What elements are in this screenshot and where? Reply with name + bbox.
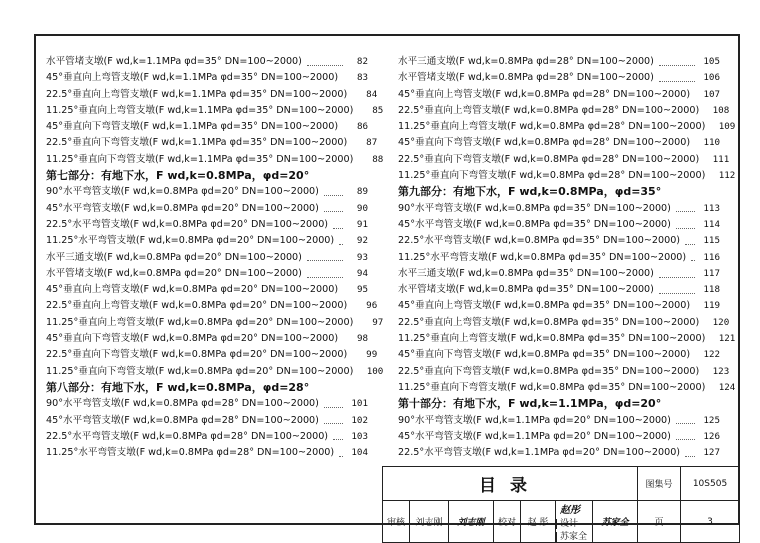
toc-entry [398, 298, 720, 314]
toc-entry-title: 11.25°水平弯管支墩(F wd,k=0.8MPa φd=28° DN=100~2000) [46, 447, 335, 459]
toc-entry-page: 104 [351, 447, 368, 459]
toc-entry-title: 水平管堵支墩(F wd,k=0.8MPa φd=28° DN=100~2000) [398, 72, 654, 84]
toc-entry-page: 123 [712, 365, 730, 377]
toc-entry-title: 45°水平弯管支墩(F wd,k=0.8MPa φd=28° DN=100~2000) [46, 414, 319, 426]
toc-entry [46, 429, 368, 445]
dot-leader [339, 456, 343, 457]
toc-entry-page: 95 [357, 284, 369, 296]
dot-leader [676, 211, 695, 212]
toc-entry [46, 152, 384, 168]
toc-section-heading [398, 396, 720, 412]
dot-leader [685, 456, 695, 457]
toc-entry-title: 90°水平弯管支墩(F wd,k=0.8MPa φd=28° DN=100~2000) [46, 398, 319, 410]
toc-entry-title: 22.5°水平弯管支墩(F wd,k=0.8MPa φd=35° DN=100~2000) [398, 235, 681, 247]
toc-entry [398, 152, 730, 168]
toc-entry-title: 11.25°垂直向上弯管支墩(F wd,k=1.1MPa φd=35° DN=100~2000) [46, 104, 354, 116]
toc-entry [398, 168, 736, 184]
dot-leader [659, 293, 695, 294]
title-block [382, 466, 740, 542]
toc-entry-page: 121 [718, 333, 736, 345]
toc-entry [398, 87, 720, 103]
toc-entry-page: 115 [703, 235, 720, 247]
toc-entry [398, 135, 720, 151]
toc-entry-page: 111 [712, 153, 730, 165]
document-title: 目录 [383, 467, 638, 501]
toc-entry-title: 45°水平弯管支墩(F wd,k=0.8MPa φd=35° DN=100~2000) [398, 218, 671, 230]
toc-entry-title: 水平管堵支墩(F wd,k=0.8MPa φd=35° DN=100~2000) [398, 284, 654, 296]
toc-entry [398, 233, 720, 249]
toc-entry-page: 117 [703, 267, 720, 279]
design-label: 设计 [556, 519, 581, 529]
dot-leader [324, 407, 343, 408]
toc-entry-page: 87 [366, 137, 378, 149]
toc-entry-title: 11.25°垂直向上弯管支墩(F wd,k=0.8MPa φd=35° DN=100~2000) [398, 333, 706, 345]
atlas-number: 10S505 [681, 467, 740, 501]
dot-leader [685, 244, 695, 245]
page-label: 页 [638, 501, 681, 543]
toc-entry [46, 396, 368, 412]
toc-entry-title: 22.5°垂直向下弯管支墩(F wd,k=1.1MPa φd=35° DN=100~2000) [46, 137, 348, 149]
toc-entry [46, 54, 368, 70]
toc-entry-title: 45°垂直向下弯管支墩(F wd,k=0.8MPa φd=35° DN=100~2000) [398, 349, 691, 361]
toc-entry [46, 217, 368, 233]
toc-entry-page: 100 [366, 365, 384, 377]
toc-entry [46, 201, 368, 217]
dot-leader [676, 439, 695, 440]
toc-entry-title: 第七部分：有地下水，F wd,k=0.8MPa，φd=20° [46, 169, 310, 183]
toc-entry [46, 282, 368, 298]
toc-entry-title: 水平三通支墩(F wd,k=0.8MPa φd=28° DN=100~2000) [398, 56, 654, 67]
toc-entry-title: 90°水平弯管支墩(F wd,k=0.8MPa φd=35° DN=100~2000) [398, 202, 671, 214]
dot-leader [324, 211, 343, 212]
toc-entry [46, 298, 378, 314]
toc-entry-page: 127 [703, 447, 720, 459]
designer-signature: 苏家全 [593, 501, 638, 543]
toc-entry-title: 45°垂直向上弯管支墩(F wd,k=0.8MPa φd=20° DN=100~2000) [46, 284, 339, 296]
toc-entry-page: 102 [351, 414, 368, 426]
toc-entry [46, 184, 368, 200]
toc-entry-title: 45°水平弯管支墩(F wd,k=1.1MPa φd=20° DN=100~2000) [398, 430, 671, 442]
toc-entry [46, 266, 368, 282]
toc-entry-title: 11.25°垂直向下弯管支墩(F wd,k=1.1MPa φd=35° DN=100~2000) [46, 153, 354, 165]
toc-entry [398, 429, 720, 445]
toc-entry [398, 119, 736, 135]
toc-entry-page: 103 [351, 430, 368, 442]
toc-entry [46, 119, 368, 135]
toc-entry [46, 364, 384, 380]
toc-entry-title: 11.25°垂直向下弯管支墩(F wd,k=0.8MPa φd=28° DN=100~2000) [398, 170, 706, 182]
toc-entry [46, 233, 368, 249]
reviewer-name: 刘志刚 [410, 501, 449, 543]
reviewer-signature: 刘志刚 [449, 501, 494, 543]
toc-entry-page: 83 [357, 72, 369, 84]
dot-leader [307, 65, 343, 66]
toc-entry-page: 99 [366, 349, 378, 361]
toc-entry-title: 22.5°垂直向上弯管支墩(F wd,k=0.8MPa φd=35° DN=100~2000) [398, 316, 700, 328]
toc-entry-page: 126 [703, 430, 720, 442]
toc-entry-title: 22.5°水平弯管支墩(F wd,k=0.8MPa φd=20° DN=100~2000) [46, 218, 329, 230]
toc-entry-title: 水平管堵支墩(F wd,k=0.8MPa φd=20° DN=100~2000) [46, 267, 302, 279]
dot-leader [339, 244, 343, 245]
toc-entry-title: 45°水平弯管支墩(F wd,k=0.8MPa φd=20° DN=100~2000) [46, 202, 319, 214]
toc-entry [46, 103, 384, 119]
dot-leader [659, 81, 695, 82]
toc-entry-title: 11.25°垂直向下弯管支墩(F wd,k=0.8MPa φd=20° DN=100~2000) [46, 365, 354, 377]
toc-entry-page: 89 [356, 186, 368, 198]
toc-entry-page: 119 [703, 300, 721, 312]
toc-entry-title: 水平管堵支墩(F wd,k=1.1MPa φd=35° DN=100~2000) [46, 56, 302, 67]
toc-entry [398, 380, 736, 396]
toc-entry-title: 22.5°垂直向下弯管支墩(F wd,k=0.8MPa φd=20° DN=100~2000) [46, 349, 348, 361]
toc-entry [398, 217, 720, 233]
toc-entry [398, 282, 720, 298]
toc-entry-title: 90°水平弯管支墩(F wd,k=1.1MPa φd=20° DN=100~2000) [398, 414, 671, 426]
toc-entry-title: 第八部分：有地下水，F wd,k=0.8MPa，φd=28° [46, 380, 310, 394]
toc-entry [46, 250, 368, 266]
toc-entry-title: 45°垂直向上弯管支墩(F wd,k=0.8MPa φd=28° DN=100~2000) [398, 88, 691, 100]
toc-entry-page: 101 [351, 398, 368, 410]
toc-section-heading [398, 184, 720, 200]
toc-entry-page: 113 [703, 202, 720, 214]
toc-entry-page: 107 [703, 88, 721, 100]
toc-left-column [46, 54, 384, 461]
dot-leader [324, 423, 343, 424]
toc-entry [398, 364, 730, 380]
toc-entry [398, 331, 736, 347]
toc-entry-title: 11.25°垂直向上弯管支墩(F wd,k=0.8MPa φd=28° DN=100~2000) [398, 121, 706, 133]
page-number: 3 [681, 501, 740, 543]
designer-name: 苏家全 [556, 532, 590, 542]
toc-entry-title: 90°水平弯管支墩(F wd,k=0.8MPa φd=20° DN=100~2000) [46, 186, 319, 198]
toc-entry-page: 116 [703, 251, 720, 263]
toc-entry-title: 22.5°水平弯管支墩(F wd,k=1.1MPa φd=20° DN=100~2000) [398, 447, 681, 459]
toc-entry-page: 96 [366, 300, 378, 312]
toc-entry [398, 54, 720, 70]
toc-entry-title: 11.25°水平弯管支墩(F wd,k=0.8MPa φd=20° DN=100~2000) [46, 235, 335, 247]
dot-leader [333, 439, 343, 440]
dot-leader [307, 277, 343, 278]
toc-entry-title: 45°垂直向上弯管支墩(F wd,k=0.8MPa φd=35° DN=100~2000) [398, 300, 691, 312]
toc-entry-title: 22.5°垂直向下弯管支墩(F wd,k=0.8MPa φd=28° DN=100~2000) [398, 153, 700, 165]
toc-entry-title: 45°垂直向下弯管支墩(F wd,k=0.8MPa φd=20° DN=100~2000) [46, 333, 339, 345]
dot-leader [691, 260, 695, 261]
toc-right-column [398, 54, 736, 461]
toc-entry-page: 88 [372, 153, 384, 165]
toc-entry [398, 70, 720, 86]
atlas-number-label: 图集号 [638, 467, 681, 501]
toc-entry-page: 114 [703, 218, 720, 230]
toc-section-heading [46, 380, 368, 396]
toc-entry [46, 331, 368, 347]
toc-entry-page: 105 [703, 56, 720, 67]
toc-entry-title: 22.5°垂直向上弯管支墩(F wd,k=0.8MPa φd=28° DN=100~2000) [398, 104, 700, 116]
toc-entry [46, 70, 368, 86]
toc-section-heading [46, 168, 368, 184]
check-label: 校对 [494, 501, 521, 543]
toc-entry [398, 413, 720, 429]
toc-entry-page: 98 [357, 333, 369, 345]
toc-entry-title: 11.25°垂直向上弯管支墩(F wd,k=0.8MPa φd=20° DN=100~2000) [46, 316, 354, 328]
toc-entry [46, 445, 368, 461]
toc-entry-page: 122 [703, 349, 721, 361]
checker-name: 赵 彤 [521, 501, 556, 543]
toc-entry-page: 108 [712, 104, 730, 116]
toc-entry [46, 87, 378, 103]
toc-entry-page: 90 [356, 202, 368, 214]
toc-entry-page: 120 [712, 316, 730, 328]
toc-entry-page: 84 [366, 88, 378, 100]
dot-leader [333, 228, 343, 229]
review-label: 审核 [383, 501, 410, 543]
toc-entry [398, 315, 730, 331]
toc-entry [46, 347, 378, 363]
toc-entry-page: 93 [356, 251, 368, 263]
toc-entry-title: 第十部分：有地下水，F wd,k=1.1MPa，φd=20° [398, 397, 662, 411]
toc-entry [398, 347, 720, 363]
toc-entry-title: 45°垂直向下弯管支墩(F wd,k=1.1MPa φd=35° DN=100~2000) [46, 121, 339, 133]
toc-entry-page: 91 [356, 218, 368, 230]
toc-entry-title: 22.5°垂直向上弯管支墩(F wd,k=0.8MPa φd=20° DN=100~2000) [46, 300, 348, 312]
toc-entry-title: 11.25°水平弯管支墩(F wd,k=0.8MPa φd=35° DN=100~2000) [398, 251, 687, 263]
toc-entry-title: 水平三通支墩(F wd,k=0.8MPa φd=35° DN=100~2000) [398, 267, 654, 279]
toc-entry [46, 135, 378, 151]
toc-entry-page: 92 [356, 235, 368, 247]
toc-entry-page: 85 [372, 104, 384, 116]
toc-entry [46, 315, 384, 331]
toc-entry [46, 413, 368, 429]
toc-entry-title: 22.5°垂直向下弯管支墩(F wd,k=0.8MPa φd=35° DN=100~2000) [398, 365, 700, 377]
toc-entry-page: 112 [718, 170, 736, 182]
toc-entry-page: 124 [718, 381, 736, 393]
toc-entry [398, 250, 720, 266]
toc-entry-page: 125 [703, 414, 720, 426]
toc-entry [398, 201, 720, 217]
dot-leader [307, 260, 343, 261]
toc-entry-page: 109 [718, 121, 736, 133]
toc-entry-title: 45°垂直向下弯管支墩(F wd,k=0.8MPa φd=28° DN=100~2000) [398, 137, 691, 149]
dot-leader [324, 195, 343, 196]
toc-entry-title: 22.5°垂直向上弯管支墩(F wd,k=1.1MPa φd=35° DN=100~2000) [46, 88, 348, 100]
checker-signature: 赵彤 [560, 505, 580, 516]
toc-entry [398, 266, 720, 282]
toc-entry-title: 45°垂直向上弯管支墩(F wd,k=1.1MPa φd=35° DN=100~2000) [46, 72, 339, 84]
toc-entry-title: 第九部分：有地下水，F wd,k=0.8MPa，φd=35° [398, 185, 662, 199]
toc-entry-page: 110 [703, 137, 721, 149]
dot-leader [659, 65, 695, 66]
dot-leader [676, 228, 695, 229]
toc-entry-page: 97 [372, 316, 384, 328]
toc-entry-page: 94 [356, 267, 368, 279]
toc-entry-page: 86 [357, 121, 369, 133]
toc-entry [398, 445, 720, 461]
toc-entry-page: 118 [703, 284, 720, 296]
toc-entry-title: 11.25°垂直向下弯管支墩(F wd,k=0.8MPa φd=35° DN=100~2000) [398, 381, 706, 393]
dot-leader [676, 423, 695, 424]
toc-entry-title: 22.5°水平弯管支墩(F wd,k=0.8MPa φd=28° DN=100~2000) [46, 430, 329, 442]
toc-entry [398, 103, 730, 119]
design-cell [556, 501, 593, 543]
toc-entry-page: 106 [703, 72, 720, 84]
dot-leader [659, 277, 695, 278]
toc-entry-title: 水平三通支墩(F wd,k=0.8MPa φd=20° DN=100~2000) [46, 251, 302, 263]
toc-entry-page: 82 [356, 56, 368, 67]
